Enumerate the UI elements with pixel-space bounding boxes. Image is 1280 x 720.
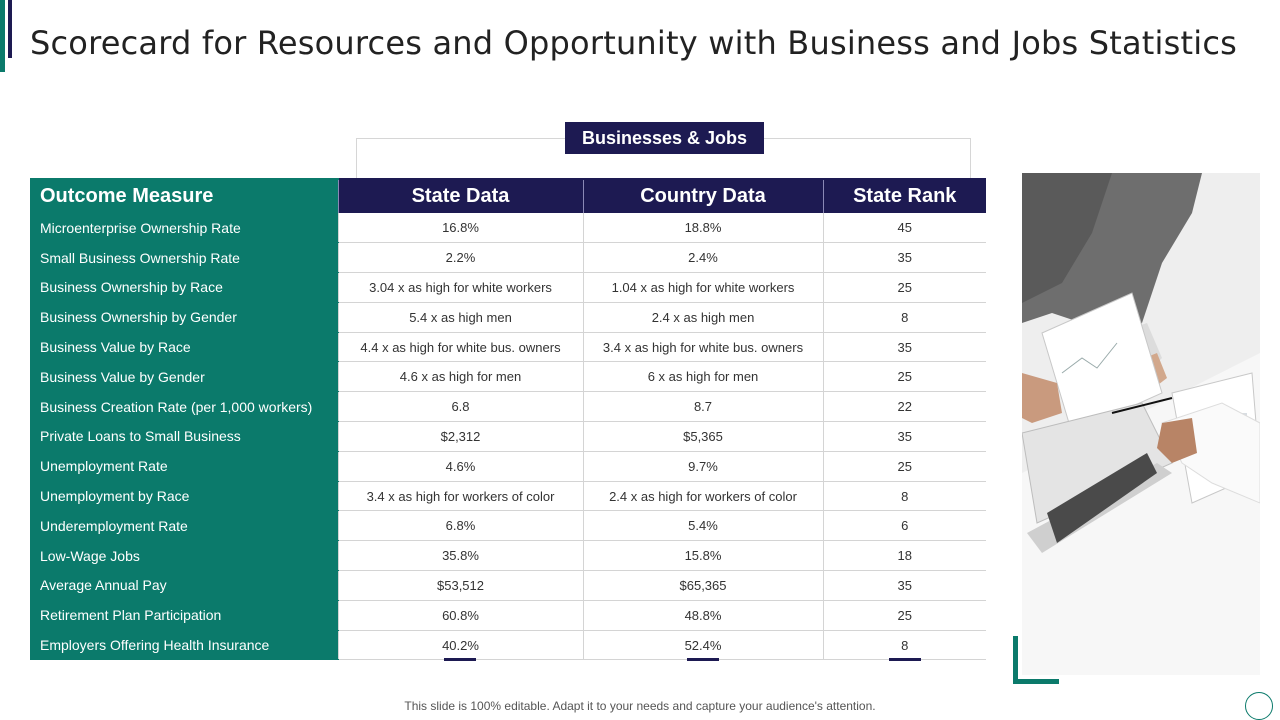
cell-outcome-measure: Business Creation Rate (per 1,000 workers) xyxy=(30,392,338,422)
photo-illustration xyxy=(1022,173,1260,675)
table-row xyxy=(30,302,986,332)
cell-outcome-measure: Private Loans to Small Business xyxy=(30,422,338,452)
cell-state-rank: 35 xyxy=(823,332,986,362)
photo-corner-accent-horizontal xyxy=(1013,679,1059,684)
table-row xyxy=(30,630,986,660)
cell-state-rank: 8 xyxy=(823,481,986,511)
cell-country-data: 2.4% xyxy=(583,243,823,273)
header-state-data: State Data xyxy=(338,179,583,213)
cell-country-data: 1.04 x as high for white workers xyxy=(583,273,823,303)
cell-outcome-measure: Business Ownership by Gender xyxy=(30,302,338,332)
cell-state-data: 60.8% xyxy=(338,600,583,630)
table-row xyxy=(30,422,986,452)
cell-outcome-measure: Low-Wage Jobs xyxy=(30,541,338,571)
cell-country-data: 18.8% xyxy=(583,213,823,243)
cell-outcome-measure: Underemployment Rate xyxy=(30,511,338,541)
cell-state-data: 6.8% xyxy=(338,511,583,541)
accent-bar-teal xyxy=(0,0,5,72)
cell-outcome-measure: Retirement Plan Participation xyxy=(30,600,338,630)
cell-country-data: 48.8% xyxy=(583,600,823,630)
table-row xyxy=(30,451,986,481)
bottom-mark-rank xyxy=(889,658,921,661)
cell-state-data: 40.2% xyxy=(338,630,583,660)
cell-state-rank: 22 xyxy=(823,392,986,422)
footer-note: This slide is 100% editable. Adapt it to your needs and capture your audience's attention. xyxy=(404,699,876,713)
cell-country-data: 6 x as high for men xyxy=(583,362,823,392)
cell-state-data: 4.4 x as high for white bus. owners xyxy=(338,332,583,362)
table-row xyxy=(30,481,986,511)
cell-outcome-measure: Business Ownership by Race xyxy=(30,273,338,303)
bottom-mark-state xyxy=(444,658,476,661)
bottom-mark-country xyxy=(687,658,719,661)
cell-state-rank: 25 xyxy=(823,600,986,630)
cell-outcome-measure: Business Value by Gender xyxy=(30,362,338,392)
business-meeting-photo xyxy=(1022,173,1260,675)
accent-bar-navy xyxy=(8,0,12,58)
table-row xyxy=(30,332,986,362)
table-row xyxy=(30,541,986,571)
cell-state-data: 3.4 x as high for workers of color xyxy=(338,481,583,511)
cell-country-data: 2.4 x as high men xyxy=(583,302,823,332)
cell-state-rank: 45 xyxy=(823,213,986,243)
cell-country-data: 3.4 x as high for white bus. owners xyxy=(583,332,823,362)
cell-country-data: 2.4 x as high for workers of color xyxy=(583,481,823,511)
cell-state-rank: 18 xyxy=(823,541,986,571)
cell-state-data: 3.04 x as high for white workers xyxy=(338,273,583,303)
cell-country-data: $65,365 xyxy=(583,571,823,601)
circle-outline-icon xyxy=(1245,692,1273,720)
scorecard-table xyxy=(30,178,986,660)
cell-state-data: 2.2% xyxy=(338,243,583,273)
cell-state-data: 6.8 xyxy=(338,392,583,422)
cell-state-rank: 35 xyxy=(823,571,986,601)
cell-outcome-measure: Unemployment by Race xyxy=(30,481,338,511)
header-country-data: Country Data xyxy=(583,179,823,213)
table-row xyxy=(30,600,986,630)
cell-country-data: $5,365 xyxy=(583,422,823,452)
cell-country-data: 15.8% xyxy=(583,541,823,571)
cell-state-rank: 8 xyxy=(823,302,986,332)
cell-state-rank: 35 xyxy=(823,243,986,273)
cell-country-data: 5.4% xyxy=(583,511,823,541)
table-row xyxy=(30,273,986,303)
table-row xyxy=(30,362,986,392)
header-outcome-measure: Outcome Measure xyxy=(30,179,338,213)
cell-country-data: 9.7% xyxy=(583,451,823,481)
cell-outcome-measure: Employers Offering Health Insurance xyxy=(30,630,338,660)
cell-state-data: $53,512 xyxy=(338,571,583,601)
table-row xyxy=(30,392,986,422)
page-title: Scorecard for Resources and Opportunity with Business and Jobs Statistics xyxy=(30,24,1238,62)
cell-state-data: 16.8% xyxy=(338,213,583,243)
header-state-rank: State Rank xyxy=(823,179,986,213)
table-body xyxy=(30,213,986,660)
cell-state-rank: 25 xyxy=(823,451,986,481)
table-header-row xyxy=(30,179,986,213)
cell-outcome-measure: Unemployment Rate xyxy=(30,451,338,481)
cell-state-rank: 35 xyxy=(823,422,986,452)
cell-outcome-measure: Small Business Ownership Rate xyxy=(30,243,338,273)
table-row xyxy=(30,511,986,541)
cell-state-rank: 25 xyxy=(823,273,986,303)
cell-state-rank: 8 xyxy=(823,630,986,660)
section-badge: Businesses & Jobs xyxy=(565,122,764,154)
cell-state-data: 4.6 x as high for men xyxy=(338,362,583,392)
cell-state-data: 5.4 x as high men xyxy=(338,302,583,332)
cell-state-data: $2,312 xyxy=(338,422,583,452)
cell-country-data: 52.4% xyxy=(583,630,823,660)
cell-country-data: 8.7 xyxy=(583,392,823,422)
photo-corner-accent-vertical xyxy=(1013,636,1018,684)
cell-state-rank: 6 xyxy=(823,511,986,541)
cell-state-rank: 25 xyxy=(823,362,986,392)
cell-outcome-measure: Microenterprise Ownership Rate xyxy=(30,213,338,243)
table-row xyxy=(30,571,986,601)
cell-outcome-measure: Average Annual Pay xyxy=(30,571,338,601)
table-row xyxy=(30,213,986,243)
cell-outcome-measure: Business Value by Race xyxy=(30,332,338,362)
table-row xyxy=(30,243,986,273)
cell-state-data: 4.6% xyxy=(338,451,583,481)
cell-state-data: 35.8% xyxy=(338,541,583,571)
